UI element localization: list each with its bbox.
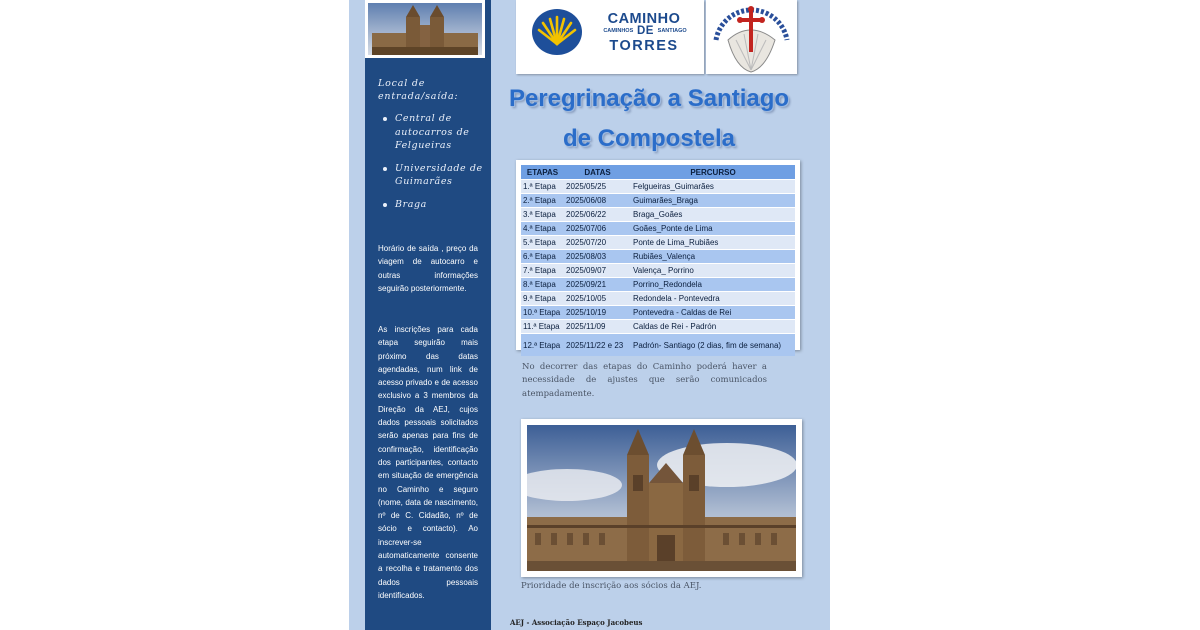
title-line-2: de Compostela <box>562 125 736 152</box>
table-body <box>521 180 795 357</box>
route-cell: Guimarães_Braga <box>631 194 795 208</box>
route-cell: Padrón- Santiago (2 dias, fim de semana) <box>631 334 795 357</box>
date-cell: 2025/11/09 <box>564 320 631 334</box>
route-cell: Ponte de Lima_Rubiães <box>631 236 795 250</box>
sidebar <box>365 0 491 630</box>
header-etapas: ETAPAS <box>521 165 564 180</box>
stage-cell: 4.ª Etapa <box>521 222 564 236</box>
route-cell: Felgueiras_Guimarães <box>631 180 795 194</box>
date-cell: 2025/06/08 <box>564 194 631 208</box>
route-cell: Goães_Ponte de Lima <box>631 222 795 236</box>
footer-org-name: AEJ - Associação Espaço Jacobeus <box>510 618 643 627</box>
table-row <box>521 306 795 320</box>
stage-cell: 12.ª Etapa <box>521 334 564 357</box>
santiago-cross-icon <box>706 0 797 74</box>
table-row <box>521 194 795 208</box>
header-percurso: PERCURSO <box>631 165 795 180</box>
registration-info-text: As inscrições para cada etapa seguirão mais próximo das datas agendadas, num link de acesso privado e de acesso exclusivo a 3 membros da Direção da AEJ, cujos dados pessoais solicitados serão apenas para fins de confirmação, identificação dos participantes, contacto em situação de emergência no Caminho e seguro (nome, data de nascimento, nº de C. Cidadão, nº de sócio e contacto). Ao inscrever-se automaticamente consente a recolha e tratamento dos dados pessoais identificados. <box>378 325 478 600</box>
table-row <box>521 208 795 222</box>
date-cell: 2025/07/20 <box>564 236 631 250</box>
route-cell: Rubiães_Valença <box>631 250 795 264</box>
table-row <box>521 222 795 236</box>
route-cell: Braga_Goães <box>631 208 795 222</box>
table-row <box>521 292 795 306</box>
logo-line-1: CAMINHO <box>607 11 681 27</box>
date-cell: 2025/10/05 <box>564 292 631 306</box>
table-row <box>521 278 795 292</box>
list-item: Central de autocarros de Felgueiras <box>378 112 490 153</box>
stages-table-container <box>516 160 800 350</box>
list-item: Universidade de Guimarães <box>378 162 490 189</box>
route-cell: Pontevedra - Caldas de Rei <box>631 306 795 320</box>
table-row <box>521 236 795 250</box>
flyer-page <box>349 0 830 630</box>
date-cell: 2025/09/07 <box>564 264 631 278</box>
entry-points-list <box>378 112 490 220</box>
stage-cell: 7.ª Etapa <box>521 264 564 278</box>
stages-table <box>521 165 795 356</box>
list-item: Braga <box>378 198 490 212</box>
date-cell: 2025/05/25 <box>564 180 631 194</box>
adjustments-note: No decorrer das etapas do Caminho poderá haver a necessidade de ajustes que serão comunicados atempadamente. <box>522 362 767 399</box>
stage-cell: 11.ª Etapa <box>521 320 564 334</box>
association-seal <box>706 0 797 74</box>
scallop-shell-icon <box>531 8 583 56</box>
table-row <box>521 334 795 357</box>
caminho-de-torres-logo <box>516 0 704 74</box>
stage-cell: 5.ª Etapa <box>521 236 564 250</box>
date-cell: 2025/11/22 e 23 <box>564 334 631 357</box>
priority-note: Prioridade de inscrição aos sócios da AEJ. <box>521 581 702 591</box>
cathedral-photo <box>521 419 802 577</box>
page-title <box>494 79 804 159</box>
logo-line-2: CAMINHOS DE SANTIAGO <box>603 25 687 37</box>
route-cell: Porrino_Redondela <box>631 278 795 292</box>
stage-cell: 6.ª Etapa <box>521 250 564 264</box>
route-cell: Redondela - Pontevedra <box>631 292 795 306</box>
departure-info-text: Horário de saída , preço da viagem de autocarro e outras informações seguirão posteriormente. <box>378 244 478 293</box>
stage-cell: 2.ª Etapa <box>521 194 564 208</box>
stage-cell: 1.ª Etapa <box>521 180 564 194</box>
stage-cell: 8.ª Etapa <box>521 278 564 292</box>
stage-cell: 10.ª Etapa <box>521 306 564 320</box>
date-cell: 2025/10/19 <box>564 306 631 320</box>
stage-cell: 9.ª Etapa <box>521 292 564 306</box>
table-row <box>521 264 795 278</box>
header-datas: DATAS <box>564 165 631 180</box>
table-header-row <box>521 165 795 180</box>
date-cell: 2025/08/03 <box>564 250 631 264</box>
table-row <box>521 250 795 264</box>
entry-exit-title: Local de entrada/saída: <box>378 78 459 102</box>
date-cell: 2025/07/06 <box>564 222 631 236</box>
table-row <box>521 320 795 334</box>
table-row <box>521 180 795 194</box>
route-cell: Valença_ Porrino <box>631 264 795 278</box>
cathedral-thumbnail <box>365 0 485 58</box>
title-line-1: Peregrinação a Santiago <box>508 85 790 112</box>
date-cell: 2025/09/21 <box>564 278 631 292</box>
route-cell: Caldas de Rei - Padrón <box>631 320 795 334</box>
stage-cell: 3.ª Etapa <box>521 208 564 222</box>
logo-line-3: TORRES <box>609 38 679 54</box>
date-cell: 2025/06/22 <box>564 208 631 222</box>
